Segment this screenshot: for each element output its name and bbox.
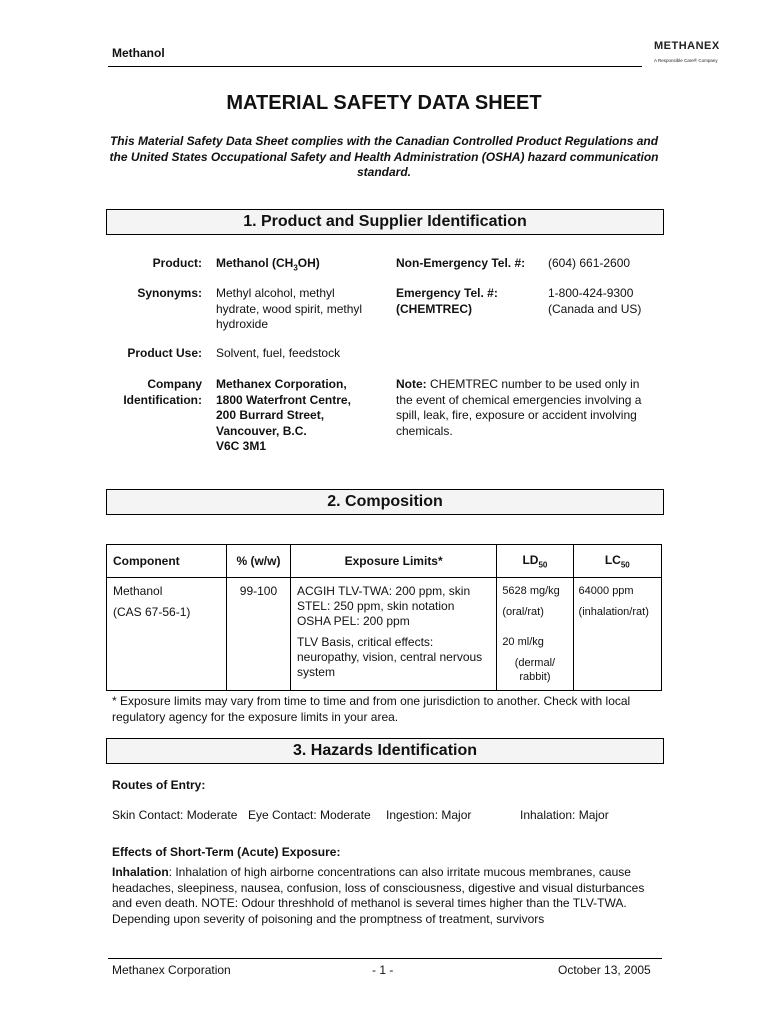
routes-label: Routes of Entry: — [112, 778, 206, 792]
footer-date: October 13, 2005 — [558, 963, 651, 977]
emergency-label: Emergency Tel. #: (CHEMTREC) — [396, 286, 498, 316]
header-rule — [108, 66, 642, 67]
col-percent: % (w/w) — [226, 545, 290, 578]
route-inhalation: Inhalation: Major — [520, 808, 609, 822]
logo-wordmark: METHANEX — [654, 40, 720, 52]
product-label: Product: — [152, 256, 202, 270]
col-exposure-limits: Exposure Limits* — [290, 545, 496, 578]
product-use-label: Product Use: — [127, 346, 202, 360]
col-component: Component — [107, 545, 227, 578]
section-2-heading: 2. Composition — [106, 489, 664, 515]
footer-company: Methanex Corporation — [112, 963, 231, 977]
document-title: MATERIAL SAFETY DATA SHEET — [226, 92, 542, 114]
nonemergency-phone: (604) 661-2600 — [548, 256, 631, 270]
percent-cell: 99-100 — [226, 578, 290, 691]
company-address: Methanex Corporation, 1800 Waterfront Centre, 200 Burrard Street, Vancouver, B.C. V6C 3M1 — [216, 377, 351, 453]
route-ingestion: Ingestion: Major — [386, 808, 472, 822]
exposure-footnote: * Exposure limits may vary from time to time and from one jurisdiction to another. Check with local regulatory agency for the exposure limits in your area. — [112, 694, 631, 724]
ld50-cell: 5628 mg/kg (oral/rat) 20 ml/kg (dermal/ rabbit) — [497, 578, 573, 691]
table-row — [107, 578, 662, 691]
footer-page-number: - 1 - — [372, 963, 394, 977]
col-lc50: $LC_{50}$ — [573, 545, 661, 578]
product-value: Methanol $(CH_3OH)$ — [216, 256, 320, 273]
route-eye: Eye Contact: Moderate — [248, 808, 371, 822]
exposure-limits-cell: ACGIH TLV-TWA: 200 ppm, skin STEL: 250 ppm, skin notation OSHA PEL: 200 ppm TLV Basis, critical effects: neuropathy, vision, central nervous system — [290, 578, 496, 691]
composition-table — [106, 544, 662, 691]
product-use-value: Solvent, fuel, feedstock — [216, 346, 341, 360]
table-header-row — [107, 545, 662, 578]
section-1-heading: 1. Product and Supplier Identification — [106, 209, 664, 235]
route-skin: Skin Contact: Moderate — [112, 808, 238, 822]
company-logo — [654, 40, 728, 76]
acute-effects-label: Effects of Short-Term (Acute) Exposure: — [112, 845, 341, 859]
emergency-phone: 1-800-424-9300 (Canada and US) — [548, 286, 642, 316]
lc50-cell: 64000 ppm (inhalation/rat) — [573, 578, 661, 691]
component-cell: Methanol (CAS 67-56-1) — [107, 578, 227, 691]
synonyms-value: Methyl alcohol, methyl hydrate, wood spirit, methyl hydroxide — [216, 286, 363, 331]
intro-statement: This Material Safety Data Sheet complies with the Canadian Controlled Product Regulations and the United States Occupational Safety and Health Administration (OSHA) hazard communication standard. — [109, 134, 659, 179]
nonemergency-label: Non-Emergency Tel. #: — [396, 256, 526, 270]
inhalation-paragraph: Inhalation: Inhalation of high airborne concentrations can also irritate mucous membranes, cause headaches, sleepiness, nausea, confusion, loss of consciousness, digestive and visual disturbances and even death. NOTE: Odour threshhold of methanol is several times higher than the TLV-TWA. Depending upon severity of poisoning and the promptness of treatment, survivors — [112, 865, 645, 926]
header-doc-name: Methanol — [112, 46, 165, 60]
footer-rule — [108, 958, 662, 959]
section-3-heading: 3. Hazards Identification — [106, 738, 664, 764]
synonyms-label: Synonyms: — [137, 286, 202, 300]
logo-tagline: A Responsible Care® Company — [654, 58, 718, 63]
col-ld50: $LD_{50}$ — [497, 545, 573, 578]
company-label: Company Identification: — [123, 377, 202, 407]
chemtrec-note: Note: CHEMTREC number to be used only in the event of chemical emergencies involving a spill, leak, fire, exposure or accident involving chemicals. — [396, 377, 642, 438]
